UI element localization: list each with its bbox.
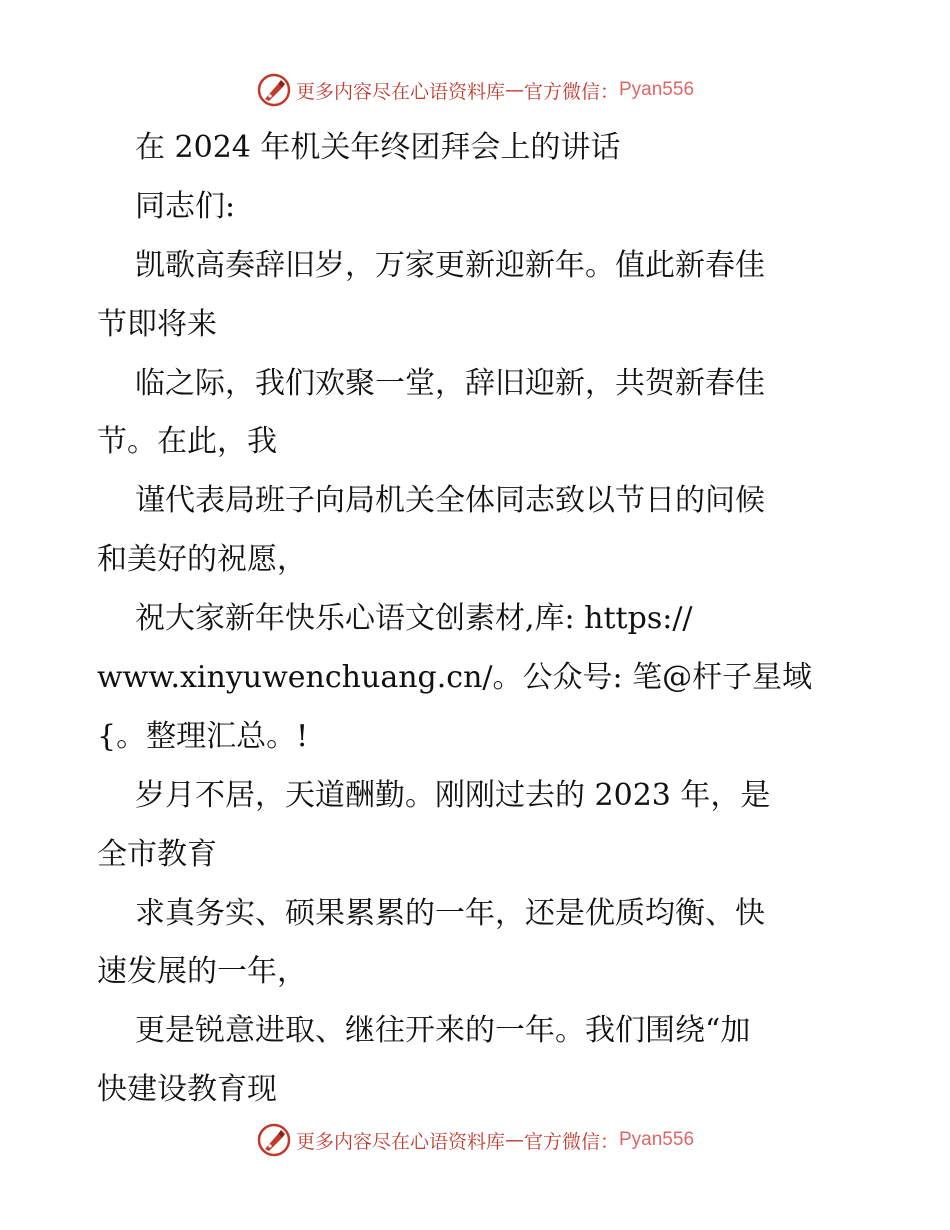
footer-wechat-label: 官方微信：	[523, 1130, 619, 1153]
paragraph-line: 临之际，我们欢聚一堂，辞旧迎新，共贺新春佳	[135, 365, 765, 401]
document-body	[97, 119, 857, 1120]
header-wechat-id: Pyan556	[619, 79, 695, 100]
header-separator: —	[504, 79, 524, 101]
paragraph-line: 凯歌高奏辞旧岁，万家更新迎新年。值此新春佳	[135, 247, 765, 283]
paragraph-line: 祝大家新年快乐心语文创素材,库: https://	[135, 601, 693, 637]
pen-nib-logo-icon	[256, 1122, 292, 1158]
paragraph-line: {。整理汇总。!	[97, 718, 309, 754]
paragraph-line: 求真务实、硕果累累的一年，还是优质均衡、快	[135, 895, 765, 931]
document-title: 在 2024 年机关年终团拜会上的讲话	[135, 130, 621, 165]
paragraph-line: www.xinyuwenchuang.cn/。公众号: 笔@杆子星域	[97, 660, 813, 696]
footer-banner	[0, 1120, 950, 1160]
paragraph-line: 全市教育	[97, 836, 217, 872]
footer-promo-text: 更多内容尽在心语资料库	[295, 1130, 505, 1153]
paragraph-line: 速发展的一年，	[97, 954, 307, 990]
header-promo-text: 更多内容尽在心语资料库	[295, 80, 505, 103]
header-wechat-label: 官方微信：	[523, 80, 619, 103]
pen-nib-logo-icon	[256, 72, 292, 108]
paragraph-line: 谨代表局班子向局机关全体同志致以节日的问候	[135, 483, 765, 519]
header-banner	[0, 70, 950, 110]
paragraph-line: 快建设教育现	[97, 1072, 277, 1108]
paragraph-line: 节。在此，我	[97, 424, 277, 460]
footer-wechat-id: Pyan556	[619, 1129, 695, 1150]
footer-separator: —	[504, 1129, 524, 1151]
paragraph-line: 和美好的祝愿，	[97, 542, 307, 578]
salutation: 同志们:	[135, 188, 236, 224]
paragraph-line: 更是锐意进取、继往开来的一年。我们围绕“加	[135, 1013, 751, 1049]
paragraph-line: 岁月不居，天道酬勤。刚刚过去的 2023 年，是	[135, 777, 771, 813]
paragraph-line: 节即将来	[97, 306, 217, 342]
